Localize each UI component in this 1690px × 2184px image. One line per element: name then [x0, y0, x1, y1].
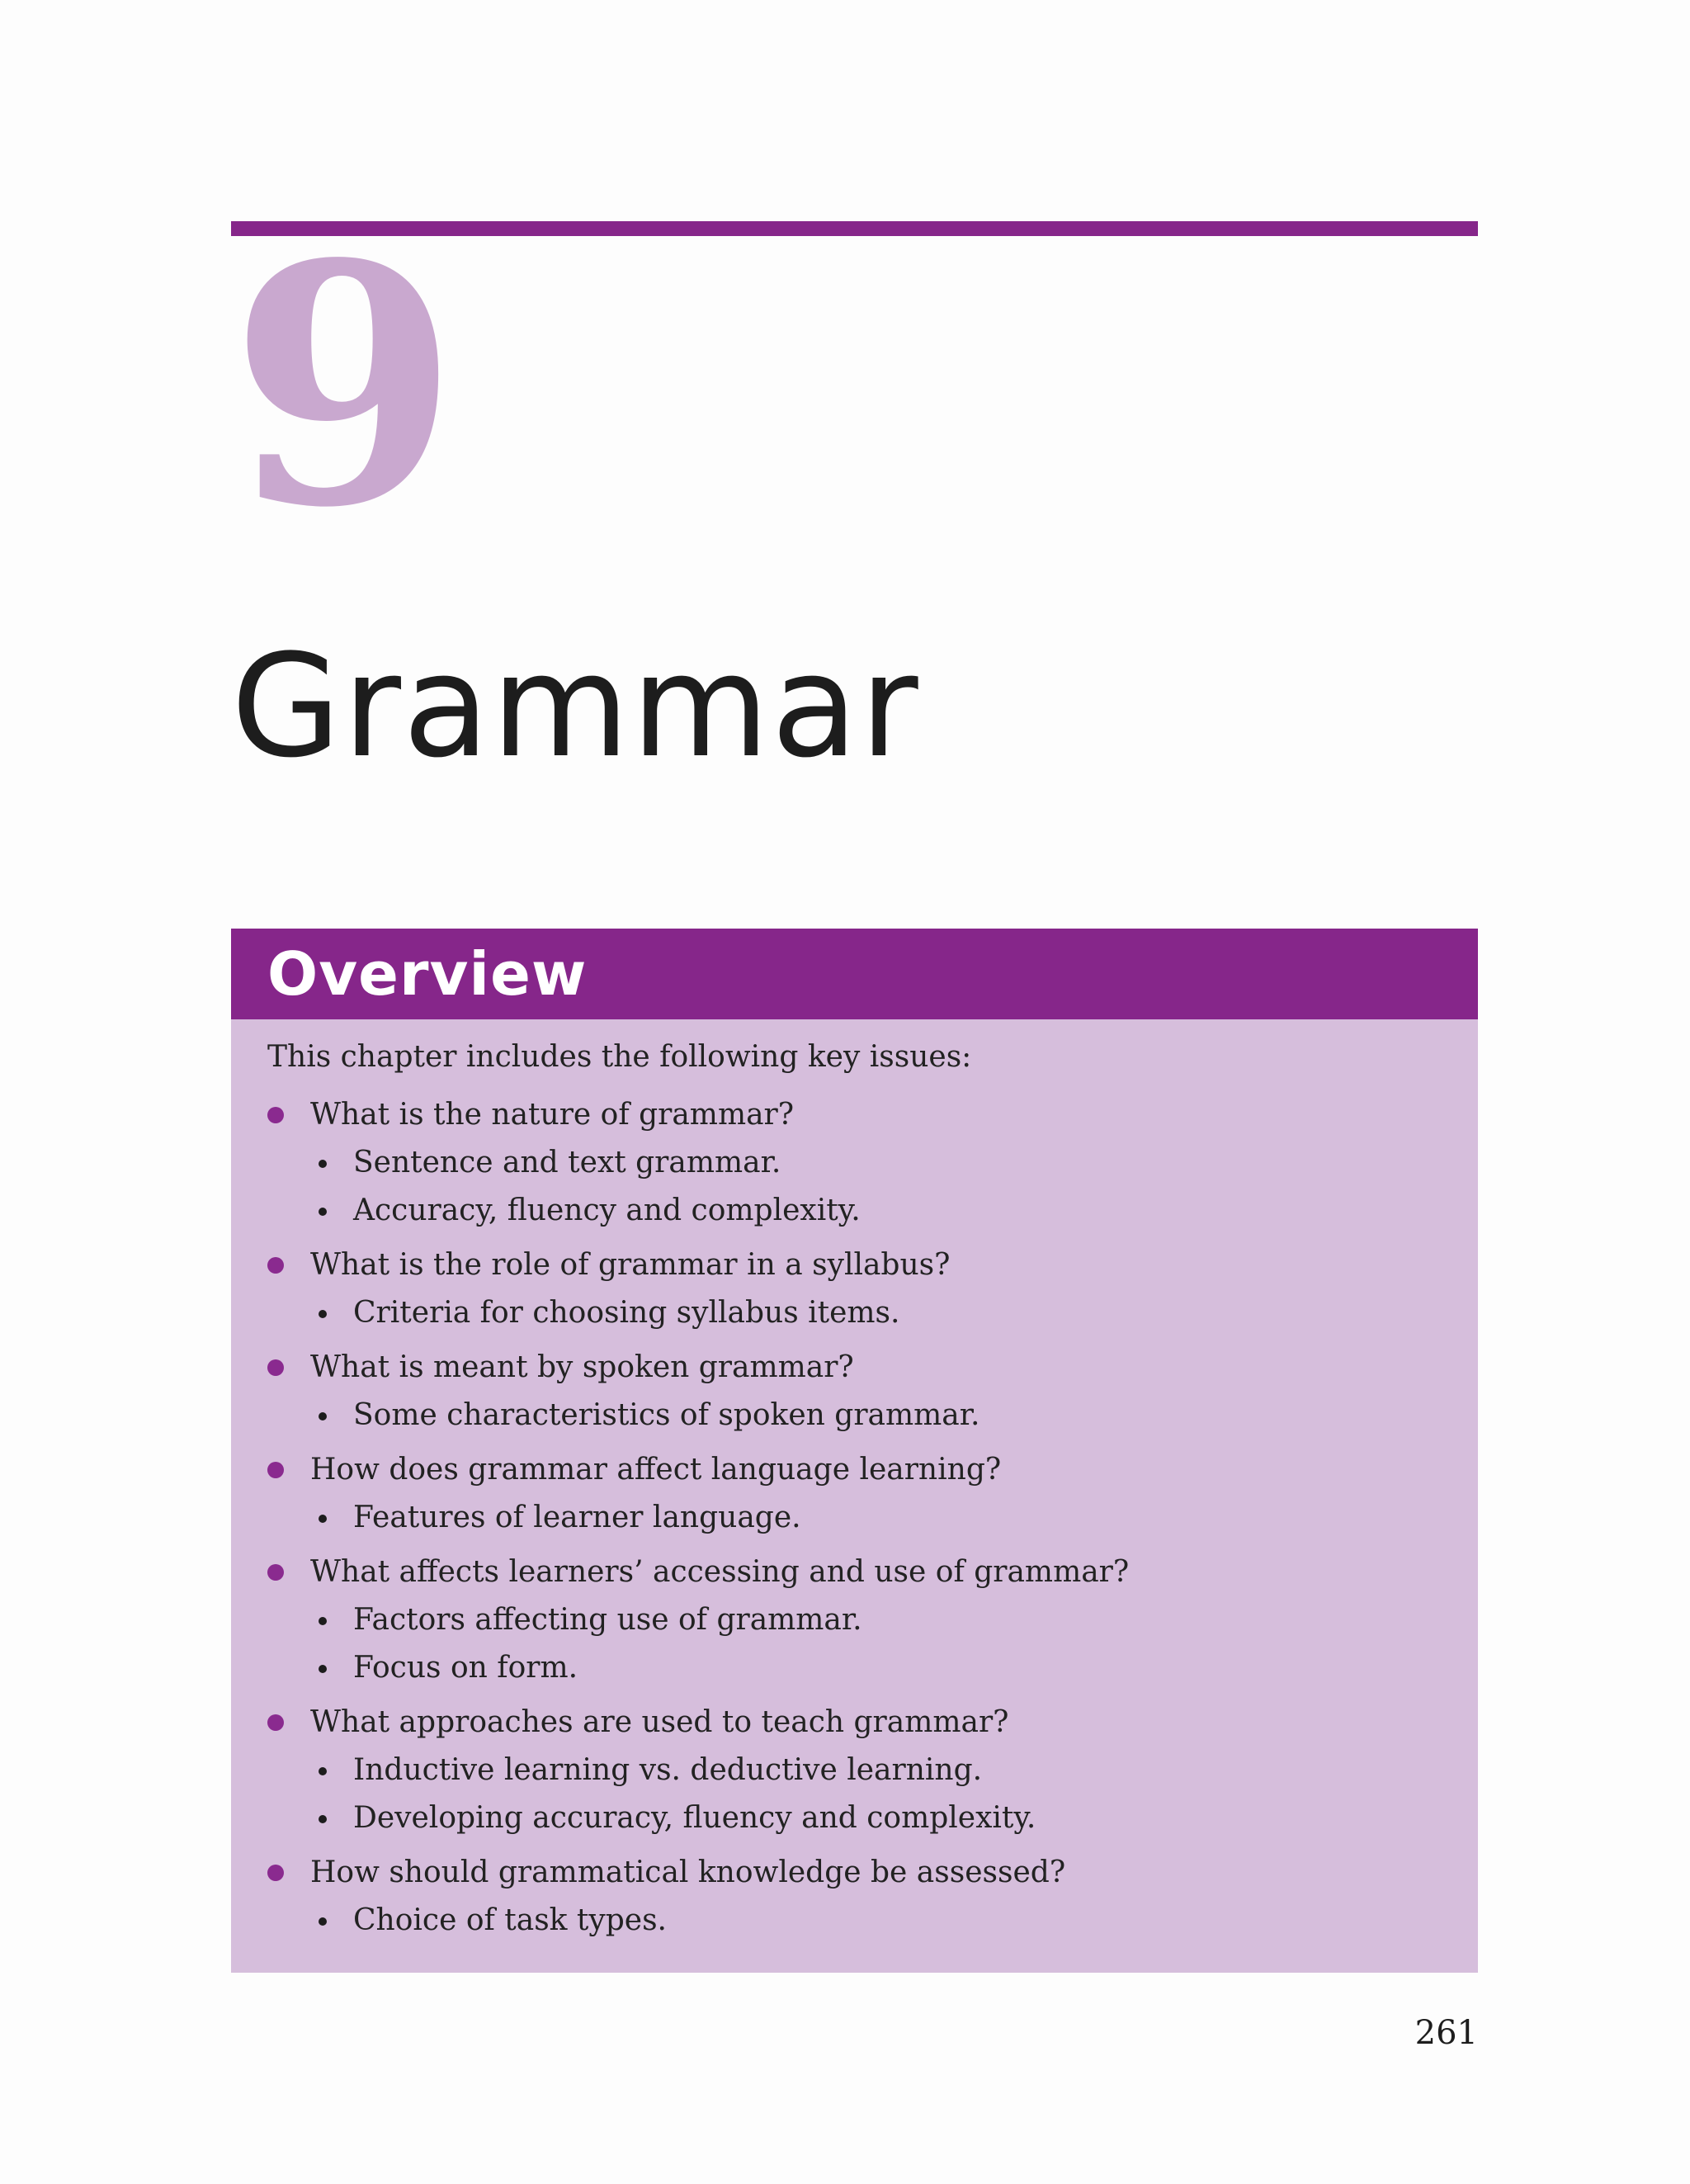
key-issue [267, 1849, 1442, 1945]
small-bullet-icon [319, 1767, 327, 1775]
bullet-dot-icon [267, 1107, 284, 1123]
sub-issue-list [310, 1897, 1442, 1945]
small-bullet-icon [319, 1412, 327, 1421]
sub-issue [310, 1596, 1442, 1644]
key-issue-question-text: What is the nature of grammar? [310, 1098, 795, 1132]
small-bullet-icon [319, 1815, 327, 1823]
sub-issue-list [310, 1289, 1442, 1337]
sub-issue-list [310, 1494, 1442, 1542]
key-issue-question [310, 1344, 1442, 1392]
key-issue-question [310, 1849, 1442, 1897]
sub-issue [310, 1897, 1442, 1945]
key-issue-question-text: What approaches are used to teach grammar? [310, 1705, 1009, 1740]
small-bullet-icon [319, 1515, 327, 1523]
bullet-dot-icon [267, 1257, 284, 1274]
sub-issue [310, 1187, 1442, 1235]
sub-issue-text: Accuracy, fluency and complexity. [353, 1194, 861, 1228]
key-issue-question-text: How should grammatical knowledge be assessed? [310, 1855, 1066, 1890]
bullet-dot-icon [267, 1865, 284, 1881]
sub-issue-text: Some characteristics of spoken grammar. [353, 1398, 980, 1433]
small-bullet-icon [319, 1310, 327, 1318]
bullet-dot-icon [267, 1564, 284, 1581]
key-issue-question-text: What is meant by spoken grammar? [310, 1350, 854, 1385]
sub-issue [310, 1289, 1442, 1337]
sub-issue-text: Features of learner language. [353, 1501, 801, 1535]
bullet-dot-icon [267, 1462, 284, 1478]
sub-issue-list [310, 1392, 1442, 1439]
sub-issue [310, 1747, 1442, 1794]
small-bullet-icon [319, 1617, 327, 1625]
small-bullet-icon [319, 1917, 327, 1926]
sub-issue [310, 1644, 1442, 1692]
sub-issue-text: Inductive learning vs. deductive learning. [353, 1753, 983, 1788]
small-bullet-icon [319, 1160, 327, 1168]
sub-issue-list [310, 1747, 1442, 1842]
sub-issue-text: Sentence and text grammar. [353, 1146, 781, 1180]
key-issue [267, 1344, 1442, 1439]
sub-issue-list [310, 1139, 1442, 1235]
chapter-title: Grammar [231, 623, 920, 789]
key-issue-question [310, 1699, 1442, 1747]
chapter-number: 9 [229, 192, 451, 580]
sub-issue-text: Criteria for choosing syllabus items. [353, 1296, 900, 1331]
sub-issue-text: Focus on form. [353, 1651, 578, 1685]
sub-issue [310, 1494, 1442, 1542]
key-issue [267, 1241, 1442, 1337]
bullet-dot-icon [267, 1714, 284, 1731]
small-bullet-icon [319, 1665, 327, 1673]
sub-issue-list [310, 1596, 1442, 1692]
key-issues-list [267, 1091, 1442, 1945]
key-issue-question-text: What is the role of grammar in a syllabus? [310, 1248, 951, 1283]
key-issue [267, 1548, 1442, 1692]
sub-issue-text: Choice of task types. [353, 1903, 668, 1938]
sub-issue-text: Developing accuracy, fluency and complexity. [353, 1801, 1036, 1836]
overview-title: Overview [267, 939, 588, 1009]
sub-issue [310, 1794, 1442, 1842]
sub-issue [310, 1139, 1442, 1187]
key-issue [267, 1446, 1442, 1542]
key-issue-question-text: What affects learners’ accessing and use of grammar? [310, 1555, 1130, 1590]
key-issue-question [310, 1548, 1442, 1596]
small-bullet-icon [319, 1208, 327, 1216]
key-issue-question [310, 1091, 1442, 1139]
key-issue [267, 1091, 1442, 1235]
overview-body [231, 1019, 1478, 1973]
key-issue [267, 1699, 1442, 1842]
overview-intro: This chapter includes the following key issues: [267, 1040, 972, 1074]
bullet-dot-icon [267, 1359, 284, 1376]
sub-issue-text: Factors affecting use of grammar. [353, 1603, 862, 1638]
page-number: 261 [1414, 2014, 1478, 2052]
overview-header [231, 929, 1478, 1019]
key-issue-question-text: How does grammar affect language learning? [310, 1453, 1002, 1487]
key-issue-question [310, 1446, 1442, 1494]
sub-issue [310, 1392, 1442, 1439]
key-issue-question [310, 1241, 1442, 1289]
